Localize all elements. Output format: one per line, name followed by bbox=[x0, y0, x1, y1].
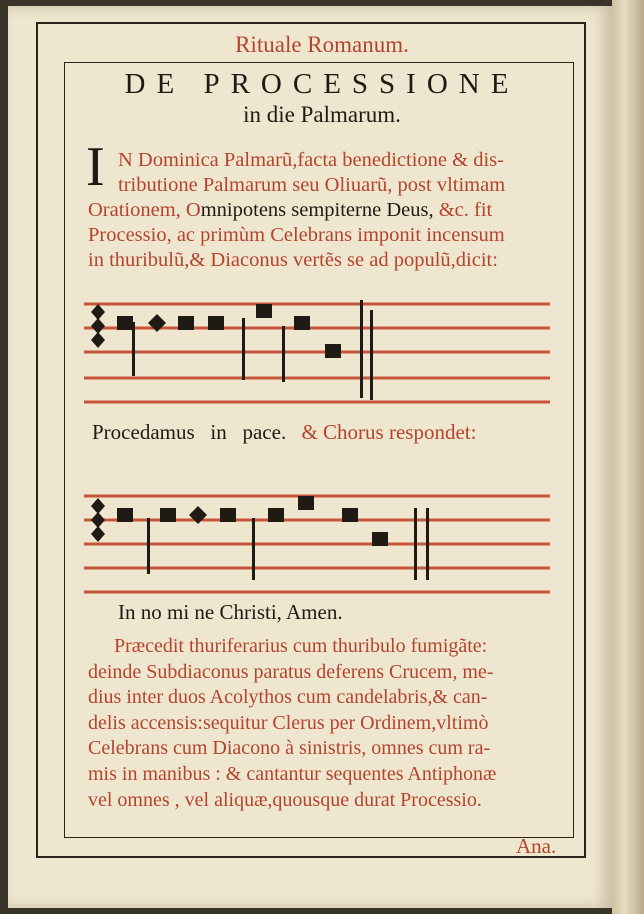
clef-diamond-upper bbox=[91, 304, 105, 320]
closing-line-2: deinde Subdiaconus paratus deferens Crucem, me- bbox=[88, 660, 494, 683]
intro-line-3c: &c. fit bbox=[433, 199, 493, 221]
catchword: Ana. bbox=[516, 834, 557, 858]
intro-line-1: N Dominica Palmarũ,facta benedictione & dis- bbox=[118, 149, 504, 171]
intro-paragraph bbox=[118, 148, 602, 198]
running-head: Rituale Romanum. bbox=[235, 32, 409, 57]
chant-1-text: Procedamus in pace. bbox=[92, 420, 287, 444]
page-title: DE PROCESSIONE bbox=[124, 68, 520, 100]
chant-1-lyric bbox=[92, 420, 476, 445]
closing-line-3: dius inter duos Acolythos cum candelabris,& can- bbox=[88, 686, 488, 709]
intro-line-3 bbox=[88, 198, 572, 223]
intro-paragraph-cont bbox=[88, 198, 572, 274]
closing-paragraph bbox=[88, 634, 572, 813]
closing-line-5: Celebrans cum Diacono à sinistris, omnes cum ra- bbox=[88, 737, 491, 760]
chant-staff-2 bbox=[80, 488, 556, 600]
closing-line-4: delis accensis:sequitur Clerus per Ordinem,vltimò bbox=[88, 711, 489, 734]
chant-2-lyric: In no mi ne Christi, Amen. bbox=[118, 600, 343, 624]
intro-line-3a: Orationem, O bbox=[88, 199, 201, 221]
intro-line-4: Processio, ac primùm Celebrans imponit incensum bbox=[88, 224, 505, 247]
intro-line-3b: mnipotens sempiterne Deus, bbox=[200, 199, 434, 221]
chant-1-rubric: & Chorus respondet: bbox=[301, 420, 477, 444]
closing-line-7: vel omnes , vel aliquæ,quousque durat Processio. bbox=[88, 788, 482, 811]
clef-diamond-lower bbox=[91, 318, 105, 334]
page-subtitle: in die Palmarum. bbox=[243, 102, 401, 127]
closing-line-6: mis in manibus : & cantantur sequentes Antiphonæ bbox=[88, 762, 497, 785]
intro-line-5: in thuribulũ,& Diaconus vertẽs se ad populũ,dicit: bbox=[88, 249, 498, 272]
closing-line-1: Præcedit thuriferarius cum thuribulo fumigãte: bbox=[114, 635, 488, 657]
book-gutter bbox=[612, 0, 644, 914]
chant-staff-1 bbox=[80, 296, 556, 412]
drop-capital: I bbox=[86, 136, 105, 198]
intro-line-2: tributione Palmarum seu Oliuarũ, post vltimam bbox=[118, 174, 506, 197]
